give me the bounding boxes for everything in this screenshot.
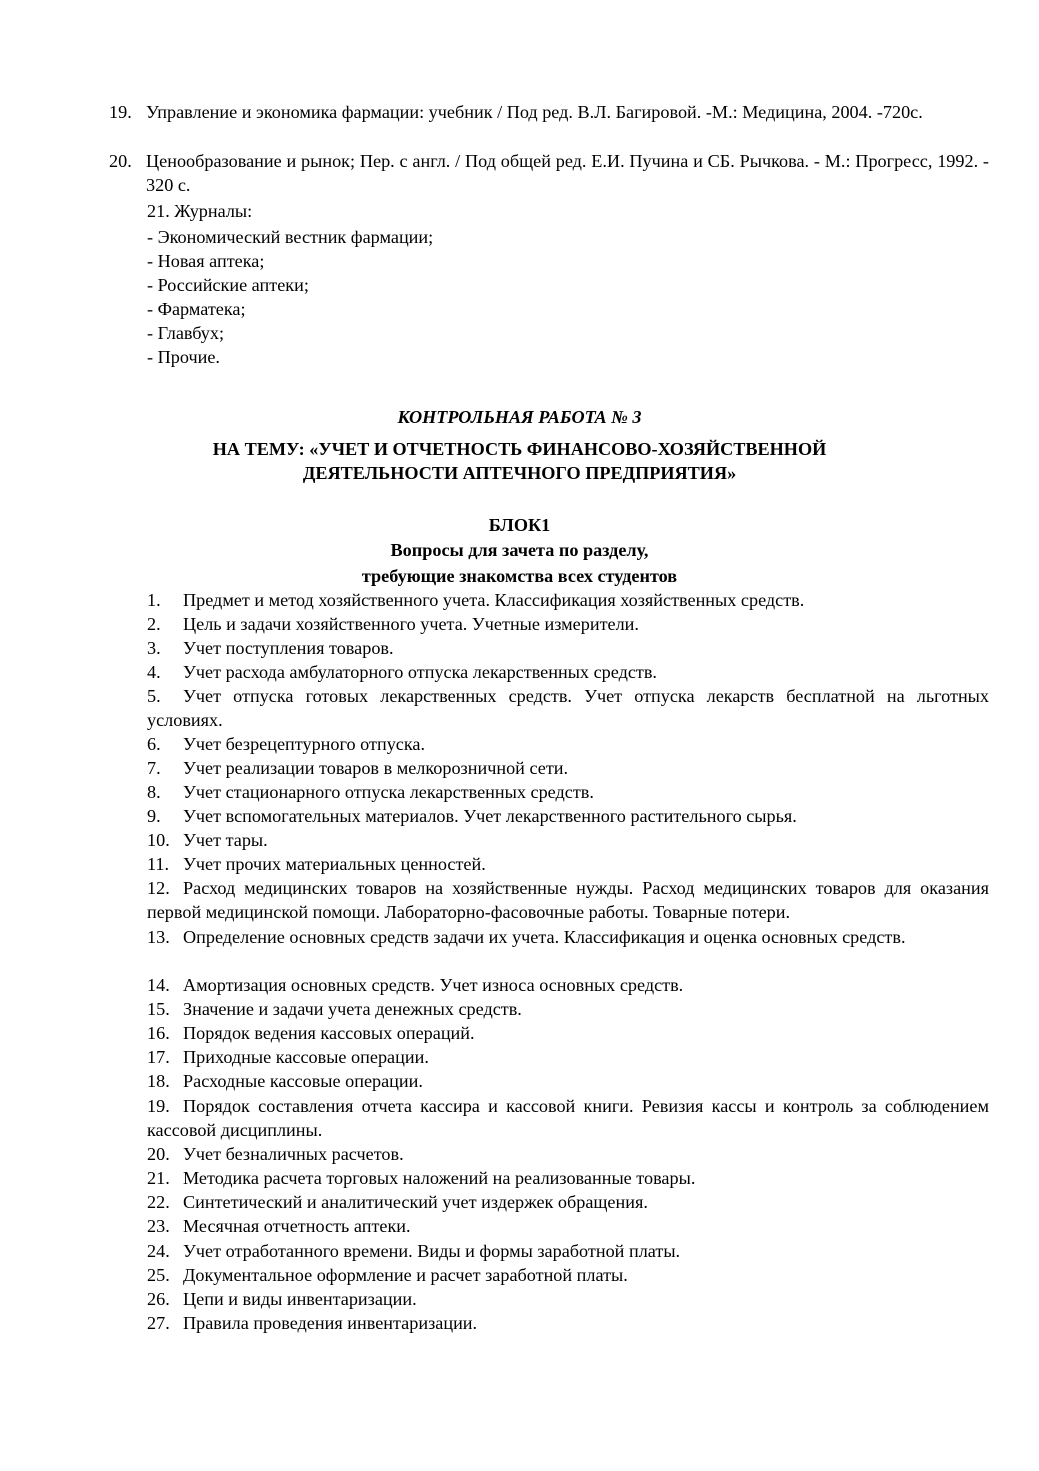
question-number: 14. bbox=[147, 975, 170, 995]
block-title: БЛОК1 bbox=[488, 515, 551, 535]
question-number: 10. bbox=[147, 830, 170, 850]
question-number: 22. bbox=[147, 1192, 170, 1212]
question-item bbox=[147, 1263, 989, 1287]
question-item bbox=[147, 660, 989, 684]
question-item bbox=[147, 997, 989, 1021]
question-number: 17. bbox=[147, 1047, 170, 1067]
question-text: Цепи и виды инвентаризации. bbox=[183, 1289, 417, 1309]
question-text: Порядок составления отчета кассира и кассовой книги. Ревизия кассы и контроль за соблюдением кассовой дисциплины. bbox=[147, 1096, 989, 1140]
question-text: Расходные кассовые операции. bbox=[183, 1071, 423, 1091]
journal-item: - Фарматека; bbox=[147, 299, 246, 319]
journal-item: - Прочие. bbox=[147, 347, 220, 367]
question-text: Учет отпуска готовых лекарственных средств. Учет отпуска лекарств бесплатной на льготных условиях. bbox=[147, 686, 989, 730]
question-number: 26. bbox=[147, 1289, 170, 1309]
question-number: 7. bbox=[147, 758, 161, 778]
question-item bbox=[147, 1214, 989, 1238]
question-text: Амортизация основных средств. Учет износа основных средств. bbox=[183, 975, 684, 995]
question-text: Расход медицинских товаров на хозяйственные нужды. Расход медицинских товаров для оказания первой медицинской помощи. Лабораторно-фасовочные работы. Товарные потери. bbox=[147, 878, 989, 922]
question-text: Порядок ведения кассовых операций. bbox=[183, 1023, 475, 1043]
question-text: Месячная отчетность аптеки. bbox=[183, 1216, 411, 1236]
question-text: Учет тары. bbox=[183, 830, 268, 850]
reference-number: 20. bbox=[109, 151, 132, 171]
question-text: Определение основных средств задачи их учета. Классификация и оценка основных средств. bbox=[183, 927, 906, 947]
question-text: Значение и задачи учета денежных средств. bbox=[183, 999, 522, 1019]
question-item bbox=[147, 804, 989, 828]
question-item bbox=[147, 973, 989, 997]
question-item bbox=[147, 1166, 989, 1190]
question-number: 13. bbox=[147, 927, 170, 947]
question-text: Учет расхода амбулаторного отпуска лекарственных средств. bbox=[183, 662, 657, 682]
question-text: Синтетический и аналитический учет издержек обращения. bbox=[183, 1192, 648, 1212]
question-number: 8. bbox=[147, 782, 161, 802]
question-number: 5. bbox=[147, 686, 161, 706]
question-number: 9. bbox=[147, 806, 161, 826]
journal-item: - Экономический вестник фармации; bbox=[147, 227, 434, 247]
question-number: 23. bbox=[147, 1216, 170, 1236]
question-item bbox=[147, 684, 989, 732]
question-item bbox=[147, 756, 989, 780]
journal-item: - Главбух; bbox=[147, 323, 225, 343]
question-item bbox=[147, 1190, 989, 1214]
question-number: 6. bbox=[147, 734, 161, 754]
question-item bbox=[147, 612, 989, 636]
question-number: 12. bbox=[147, 878, 170, 898]
question-number: 16. bbox=[147, 1023, 170, 1043]
question-text: Методика расчета торговых наложений на реализованные товары. bbox=[183, 1168, 696, 1188]
question-item bbox=[147, 1311, 989, 1335]
question-text: Учет вспомогательных материалов. Учет лекарственного растительного сырья. bbox=[183, 806, 797, 826]
reference-text: Управление и экономика фармации: учебник / Под ред. В.Л. Багировой. -М.: Медицина, 2004. -720с. bbox=[146, 102, 923, 122]
question-item bbox=[147, 1069, 989, 1093]
journal-item: - Российские аптеки; bbox=[147, 275, 309, 295]
question-number: 2. bbox=[147, 614, 161, 634]
reference-item bbox=[109, 100, 989, 124]
question-text: Учет безналичных расчетов. bbox=[183, 1144, 404, 1164]
question-text: Учет безрецептурного отпуска. bbox=[183, 734, 426, 754]
question-text: Предмет и метод хозяйственного учета. Классификация хозяйственных средств. bbox=[183, 590, 805, 610]
question-text: Документальное оформление и расчет заработной платы. bbox=[183, 1265, 628, 1285]
question-text: Учет поступления товаров. bbox=[183, 638, 394, 658]
question-number: 27. bbox=[147, 1313, 170, 1333]
question-number: 1. bbox=[147, 590, 161, 610]
question-number: 25. bbox=[147, 1265, 170, 1285]
reference-item bbox=[109, 149, 989, 197]
question-number: 3. bbox=[147, 638, 161, 658]
section-topic-line: НА ТЕМУ: «УЧЕТ И ОТЧЕТНОСТЬ ФИНАНСОВО-ХОЗЯЙСТВЕННОЙ bbox=[212, 439, 827, 459]
question-item bbox=[147, 925, 989, 949]
question-item bbox=[147, 852, 989, 876]
section-topic-line: ДЕЯТЕЛЬНОСТИ АПТЕЧНОГО ПРЕДПРИЯТИЯ» bbox=[302, 463, 737, 483]
question-text: Приходные кассовые операции. bbox=[183, 1047, 429, 1067]
question-item bbox=[147, 1021, 989, 1045]
question-number: 21. bbox=[147, 1168, 170, 1188]
section-title: КОНТРОЛЬНАЯ РАБОТА № 3 bbox=[397, 407, 642, 427]
question-item bbox=[147, 780, 989, 804]
question-item bbox=[147, 588, 989, 612]
block-subtitle: требующие знакомства всех студентов bbox=[361, 566, 678, 586]
question-text: Учет реализации товаров в мелкорозничной сети. bbox=[183, 758, 569, 778]
question-item bbox=[147, 1239, 989, 1263]
question-number: 24. bbox=[147, 1241, 170, 1261]
question-number: 4. bbox=[147, 662, 161, 682]
question-text: Учет стационарного отпуска лекарственных средств. bbox=[183, 782, 594, 802]
question-number: 15. bbox=[147, 999, 170, 1019]
question-item bbox=[147, 828, 989, 852]
question-item bbox=[147, 876, 989, 924]
question-item bbox=[147, 636, 989, 660]
question-number: 11. bbox=[147, 854, 170, 874]
journal-item: - Новая аптека; bbox=[147, 251, 265, 271]
question-item bbox=[147, 732, 989, 756]
question-number: 19. bbox=[147, 1096, 170, 1116]
question-item bbox=[147, 1094, 989, 1142]
question-text: Учет прочих материальных ценностей. bbox=[183, 854, 486, 874]
block-subtitle: Вопросы для зачета по разделу, bbox=[390, 540, 649, 560]
question-text: Правила проведения инвентаризации. bbox=[183, 1313, 478, 1333]
question-item bbox=[147, 1287, 989, 1311]
question-item bbox=[147, 1045, 989, 1069]
journals-heading: 21. Журналы: bbox=[147, 201, 253, 221]
question-text: Учет отработанного времени. Виды и формы заработной платы. bbox=[183, 1241, 681, 1261]
question-number: 18. bbox=[147, 1071, 170, 1091]
question-text: Цель и задачи хозяйственного учета. Учетные измерители. bbox=[183, 614, 639, 634]
reference-number: 19. bbox=[109, 102, 132, 122]
question-number: 20. bbox=[147, 1144, 170, 1164]
question-item bbox=[147, 1142, 989, 1166]
reference-text: Ценообразование и рынок; Пер. с англ. / Под общей ред. Е.И. Пучина и СБ. Рычкова. - М.: Прогресс, 1992. - 320 с. bbox=[146, 151, 989, 195]
